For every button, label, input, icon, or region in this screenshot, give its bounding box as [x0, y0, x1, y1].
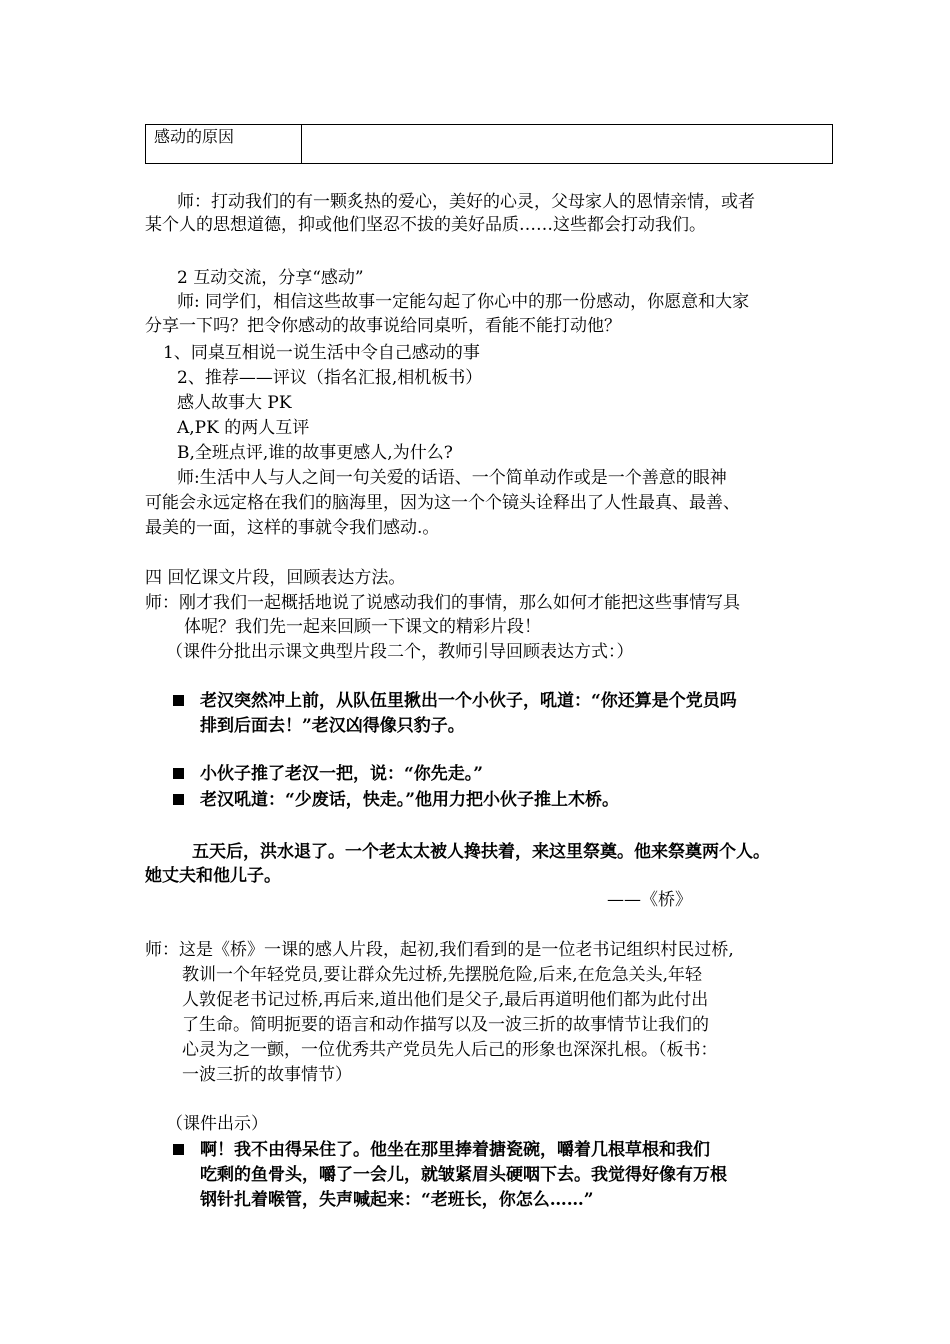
quote-line: 老汉突然冲上前，从队伍里揪出一个小伙子，吼道：“你还算是个党员吗 [200, 691, 737, 711]
paragraph-line: 师：打动我们的有一颗炙热的爱心，美好的心灵，父母家人的恩情亲情，或者 [177, 192, 755, 212]
bullet-square-icon [173, 1144, 184, 1155]
paragraph-line: 感人故事大 PK [177, 393, 292, 413]
quote-line: 老汉吼道：“少废话，快走。”他用力把小伙子推上木桥。 [200, 790, 620, 810]
quote-source: ——《桥》 [607, 890, 692, 910]
reason-value-cell [302, 125, 832, 163]
paragraph-line: 师：这是《桥》一课的感人片段，起初,我们看到的是一位老书记组织村民过桥, [145, 940, 734, 960]
quote-line: 啊！我不由得呆住了。他坐在那里捧着搪瓷碗，嚼着几根草根和我们 [200, 1140, 710, 1160]
section-heading: 四 回忆课文片段，回顾表达方法。 [145, 568, 406, 588]
section-heading: 2 互动交流，分享“感动” [177, 268, 364, 288]
paragraph-line: 某个人的思想道德，抑或他们坚忍不拔的美好品质……这些都会打动我们。 [145, 215, 706, 235]
paragraph-line: （课件分批出示课文典型片段二个，教师引导回顾表达方式：） [166, 642, 634, 662]
bullet-square-icon [173, 794, 184, 805]
quote-line: 排到后面去！”老汉凶得像只豹子。 [200, 716, 465, 736]
courseware-note: （课件出示） [166, 1114, 268, 1134]
paragraph-line: 可能会永远定格在我们的脑海里，因为这一个个镜头诠释出了人性最真、最善、 [145, 493, 740, 513]
paragraph-line: 师：刚才我们一起概括地说了说感动我们的事情，那么如何才能把这些事情写具 [145, 593, 740, 613]
paragraph-line: 人敦促老书记过桥,再后来,道出他们是父子,最后再道明他们都为此付出 [182, 990, 709, 1010]
paragraph-line: 一波三折的故事情节） [182, 1065, 352, 1085]
paragraph-line: 心灵为之一颤，一位优秀共产党员先人后己的形象也深深扎根。（板书： [182, 1040, 718, 1060]
paragraph-line: 师:生活中人与人之间一句关爱的话语、一个简单动作或是一个善意的眼神 [177, 468, 727, 488]
quote-paragraph-line: 她丈夫和他儿子。 [145, 866, 281, 886]
paragraph-line: 了生命。简明扼要的语言和动作描写以及一波三折的故事情节让我们的 [182, 1015, 709, 1035]
paragraph-line: 最美的一面，这样的事就令我们感动.。 [145, 518, 440, 538]
paragraph-line: B,全班点评,谁的故事更感人,为什么? [177, 443, 453, 463]
list-item: 1、同桌互相说一说生活中令自己感动的事 [163, 343, 480, 363]
quote-line: 吃剩的鱼骨头，嚼了一会儿，就皱紧眉头硬咽下去。我觉得好像有万根 [200, 1165, 727, 1185]
quote-line: 小伙子推了老汉一把，说：“你先走。” [200, 764, 484, 784]
quote-paragraph-line: 五天后，洪水退了。一个老太太被人搀扶着，来这里祭奠。他来祭奠两个人。 [192, 842, 770, 862]
bullet-square-icon [173, 768, 184, 779]
quote-line: 钢针扎着喉管，失声喊起来：“老班长，你怎么……” [200, 1190, 594, 1210]
bullet-square-icon [173, 695, 184, 706]
paragraph-line: 师: 同学们，相信这些故事一定能勾起了你心中的那一份感动，你愿意和大家 [177, 292, 750, 312]
list-item: 2、推荐——评议（指名汇报,相机板书） [177, 368, 483, 388]
reason-table [145, 124, 833, 164]
paragraph-line: A,PK 的两人互评 [177, 418, 310, 438]
reason-label-cell: 感动的原因 [146, 125, 302, 163]
paragraph-line: 体呢？我们先一起来回顾一下课文的精彩片段！ [184, 617, 541, 637]
paragraph-line: 分享一下吗？把令你感动的故事说给同桌听，看能不能打动他？ [145, 316, 621, 336]
paragraph-line: 教训一个年轻党员,要让群众先过桥,先摆脱危险,后来,在危急关头,年轻 [182, 965, 703, 985]
